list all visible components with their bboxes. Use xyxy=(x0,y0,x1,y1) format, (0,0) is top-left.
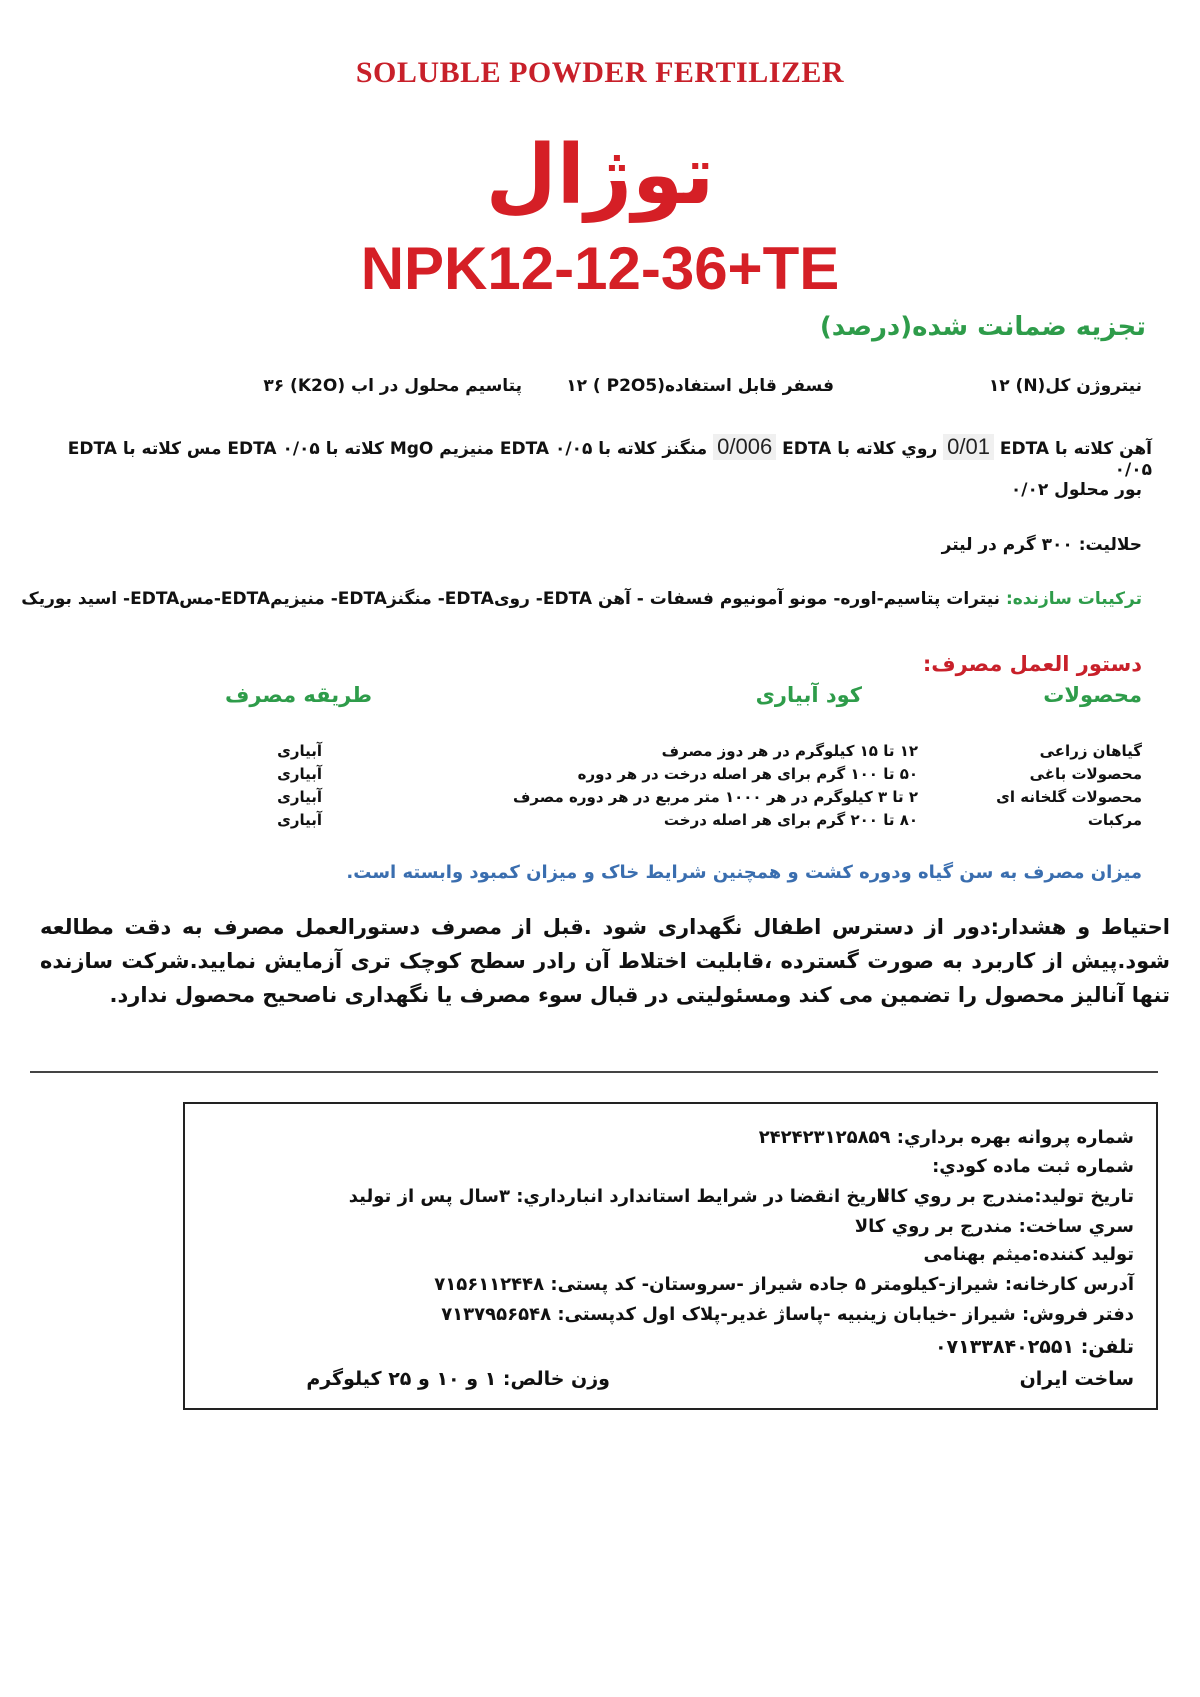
sales-office: دفتر فروش: شیراز -خیابان زینبیه -پاساژ غدیر-پلاک اول کدپستی: ۷۱۳۷۹۵۶۵۴۸ xyxy=(441,1304,1134,1325)
phone-number: تلفن: ۰۷۱۳۳۸۴۰۲۵۵۱ xyxy=(934,1336,1134,1358)
zinc-value: 0/006 xyxy=(713,434,776,460)
row-dose: ۸۰ تا ۲۰۰ گرم برای هر اصله درخت xyxy=(663,811,918,829)
solubility: حلالیت: ۳۰۰ گرم در لیتر xyxy=(941,535,1142,555)
nitrogen-value: نیتروژن کل(N) ۱۲ xyxy=(988,376,1142,396)
row-dose: ۱۲ تا ۱۵ کیلوگرم در هر دوز مصرف xyxy=(661,742,918,760)
iron-value: 0/01 xyxy=(943,434,994,460)
license-number: شماره پروانه بهره برداري: ۲۴۲۴۲۳۱۲۵۸۵۹ xyxy=(758,1127,1134,1148)
column-fertigation: کود آبیاری xyxy=(755,683,862,707)
phosphorus-value: فسفر قابل استفاده(P2O5 ) ۱۲ xyxy=(566,376,834,396)
net-weight: وزن خالص: ۱ و ۱۰ و ۲۵ کیلوگرم xyxy=(306,1368,610,1390)
potassium-value: پتاسیم محلول در اب (K2O) ۳۶ xyxy=(263,376,522,396)
made-in: ساخت ایران xyxy=(1019,1368,1134,1390)
micronutrients-line xyxy=(42,434,1152,480)
boron-value: بور محلول ۰/۰۲ xyxy=(1010,480,1142,500)
row-product: محصولات گلخانه ای xyxy=(996,788,1142,806)
row-product: مرکبات xyxy=(1087,811,1142,829)
usage-note: میزان مصرف به سن گیاه ودوره کشت و همچنین شرایط خاک و میزان کمبود وابسته است. xyxy=(346,862,1142,883)
zinc-label: روي کلاته با EDTA xyxy=(782,439,938,459)
column-method: طریقه مصرف xyxy=(224,683,372,707)
row-method: آبیاری xyxy=(277,742,322,760)
series-number: سري ساخت: مندرج بر روي کالا xyxy=(854,1216,1134,1237)
brand-name: توژال xyxy=(485,128,715,223)
ingredients-label: ترکیبات سازنده: xyxy=(1005,589,1142,609)
row-method: آبیاری xyxy=(277,765,322,783)
row-dose: ۲ تا ۳ کیلوگرم در هر ۱۰۰۰ متر مربع در هر دوره مصرف xyxy=(512,788,918,806)
row-method: آبیاری xyxy=(277,788,322,806)
iron-label: آهن کلاته با EDTA xyxy=(999,439,1152,459)
formula-title: NPK12-12-36+TE xyxy=(360,235,840,302)
ingredients-line xyxy=(21,589,1142,609)
registration-number: شماره ثبت ماده کودي: xyxy=(932,1156,1134,1177)
divider xyxy=(30,1071,1158,1073)
row-product: محصولات باغی xyxy=(1029,765,1142,783)
production-date: تاريخ توليد:مندرج بر روي کالا xyxy=(876,1186,1134,1207)
english-title: SOLUBLE POWDER FERTILIZER xyxy=(355,56,845,89)
other-micronutrients: منگنز کلاته با EDTA ۰/۰۵ منیزیم MgO کلاته با EDTA ۰/۰۵ مس کلاته با EDTA ۰/۰۵ xyxy=(67,439,1152,480)
factory-address: آدرس کارخانه: شیراز-کیلومتر ۵ جاده شیراز -سروستان- کد پستی: ۷۱۵۶۱۱۲۴۴۸ xyxy=(434,1274,1134,1295)
instructions-title: دستور العمل مصرف: xyxy=(922,652,1142,676)
producer: توليد کننده:ميثم بهنامی xyxy=(923,1244,1134,1265)
row-product: گیاهان زراعی xyxy=(1039,742,1142,760)
row-method: آبیاری xyxy=(277,811,322,829)
ingredients-text: نیترات پتاسیم-اوره- مونو آمونیوم فسفات - آهن EDTA- رویEDTA- منگنزEDTA- منیزیمEDTA-مسEDTA- اسید بوریک xyxy=(21,589,1001,609)
warning-paragraph: احتیاط و هشدار:دور از دسترس اطفال نگهداری شود .قبل از مصرف دستورالعمل مصرف به دقت مطالعه شود.پیش از کاربرد به صورت گسترده ،قابلیت اختلاط آن رادر سطح کوچک تری آزمایش نمایید.شرکت سازنده تنها آنالیز محصول را تضمین می کند ومسئولیتی در قبال سوء مصرف یا نگهداری ناصحیح محصول ندارد. xyxy=(40,915,1170,1007)
column-products: محصولات xyxy=(1043,683,1142,707)
expiry-info: تاريخ انقضا در شرايط استاندارد انبارداري: ۳سال پس از توليد xyxy=(348,1186,890,1207)
row-dose: ۵۰ تا ۱۰۰ گرم برای هر اصله درخت در هر دوره xyxy=(577,765,918,783)
guaranteed-analysis-title: تجزیه ضمانت شده(درصد) xyxy=(819,312,1146,342)
